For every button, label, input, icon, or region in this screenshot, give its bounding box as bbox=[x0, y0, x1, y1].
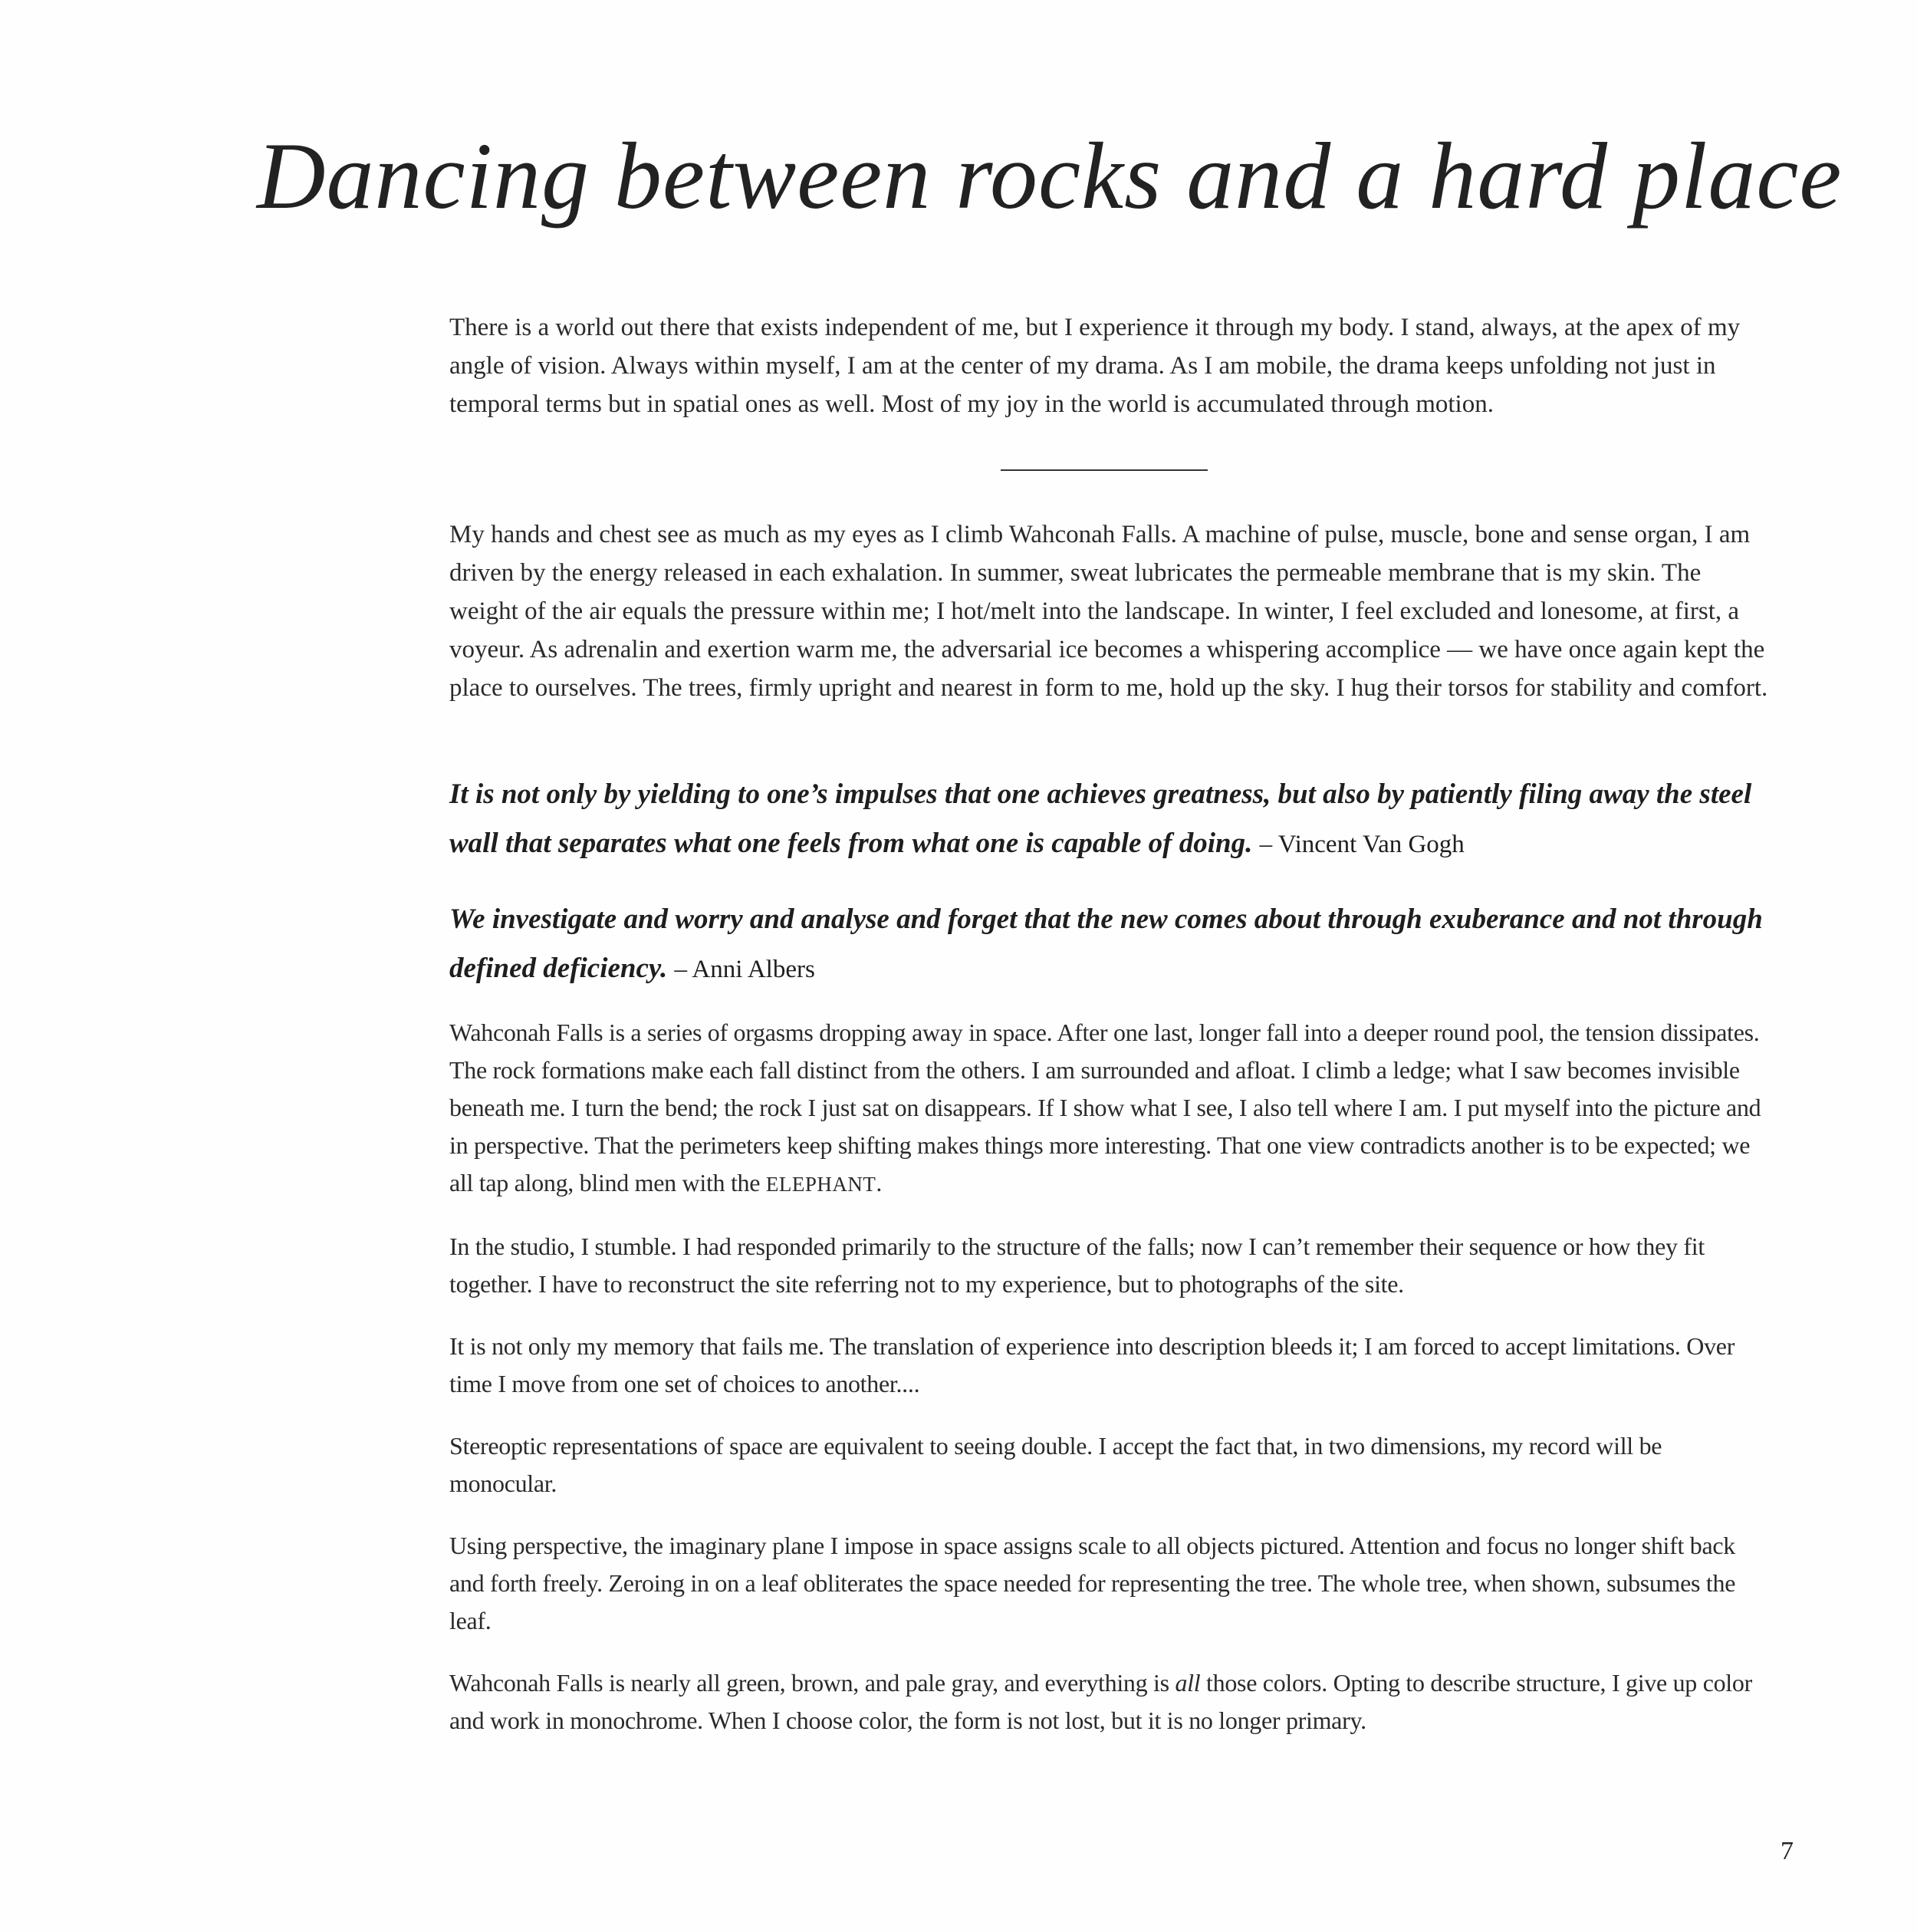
colors-text: Wahconah Falls is nearly all green, brown, and pale gray, and everything is bbox=[449, 1669, 1176, 1697]
quote-albers bbox=[449, 895, 1768, 994]
falls-paragraph bbox=[449, 1014, 1768, 1203]
quote-attribution: – Vincent Van Gogh bbox=[1259, 831, 1465, 858]
intro-paragraph: There is a world out there that exists independent of me, but I experience it through my body. I stand, always, at the apex of my angle of vision. Always within myself, I am at the center of my drama. As I am mobile, the drama keeps unfolding not just in temporal terms but in spatial ones as well. Most of my joy in the world is accumulated through motion. bbox=[449, 314, 1741, 418]
quote-van-gogh bbox=[449, 770, 1768, 869]
section-divider bbox=[1001, 469, 1208, 471]
climb-section bbox=[449, 515, 1768, 707]
perspective-paragraph: Using perspective, the imaginary plane I impose in space assigns scale to all objects pictured. Attention and focus no longer shift back and forth freely. Zeroing in on a leaf obliterates the space needed for representing the tree. The whole tree, when shown, subsumes the leaf. bbox=[449, 1532, 1736, 1634]
stereo-paragraph: Stereoptic representations of space are equivalent to seeing double. I accept the fact that, in two dimensions, my record will be monocular. bbox=[449, 1432, 1662, 1497]
essay-section bbox=[449, 1014, 1768, 1764]
quote-text: It is not only by yielding to one’s impulses that one achieves greatness, but also by patiently filing away the steel wall that separates what one feels from what one is capable of doing. bbox=[449, 778, 1752, 859]
page-title: Dancing between rocks and a hard place bbox=[257, 123, 1843, 229]
quote-text: We investigate and worry and analyse and forget that the new comes about through exuberance and not through defined deficiency. bbox=[449, 903, 1763, 984]
page-number: 7 bbox=[1781, 1837, 1794, 1865]
intro-section bbox=[449, 308, 1768, 423]
colors-end: those colors. Opting to describe structure, I give up color and work in monochrome. When I choose color, the form is not lost, but it is no longer primary. bbox=[449, 1669, 1752, 1734]
elephant-smallcaps: ELEPHANT bbox=[765, 1173, 876, 1196]
colors-paragraph bbox=[449, 1664, 1768, 1739]
quote-attribution: – Anni Albers bbox=[674, 956, 815, 983]
memory-paragraph: It is not only my memory that fails me. The translation of experience into description bleeds it; I am forced to accept limitations. Over time I move from one set of choices to another.... bbox=[449, 1332, 1735, 1397]
falls-text: Wahconah Falls is a series of orgasms dropping away in space. After one last, longer fall into a deeper round pool, the tension dissipates. The rock formations make each fall distinct from the others. I am surrounded and afloat. I climb a ledge; what I saw becomes invisible beneath me. I turn the bend; the rock I just sat on disappears. If I show what I see, I also tell where I am. I put myself into the picture and in perspective. That the perimeters keep shifting makes things more interesting. That one view contradicts another is to be expected; we all tap along, blind men with the bbox=[449, 1019, 1761, 1196]
quotes-section bbox=[449, 770, 1768, 1020]
falls-end: . bbox=[876, 1169, 883, 1196]
colors-emphasis: all bbox=[1175, 1669, 1201, 1697]
climb-paragraph: My hands and chest see as much as my eyes as I climb Wahconah Falls. A machine of pulse, muscle, bone and sense organ, I am driven by the energy released in each exhalation. In summer, sweat lubricates the permeable membrane that is my skin. The weight of the air equals the pressure within me; I hot/melt into the landscape. In winter, I feel excluded and lonesome, at first, a voyeur. As adrenalin and exertion warm me, the adversarial ice becomes a whispering accomplice — we have once again kept the place to ourselves. The trees, firmly upright and nearest in form to me, hold up the sky. I hug their torsos for stability and comfort. bbox=[449, 521, 1768, 702]
studio-paragraph: In the studio, I stumble. I had responded primarily to the structure of the falls; now I can’t remember their sequence or how they fit together. I have to reconstruct the site referring not to my experience, but to photographs of the site. bbox=[449, 1233, 1705, 1298]
